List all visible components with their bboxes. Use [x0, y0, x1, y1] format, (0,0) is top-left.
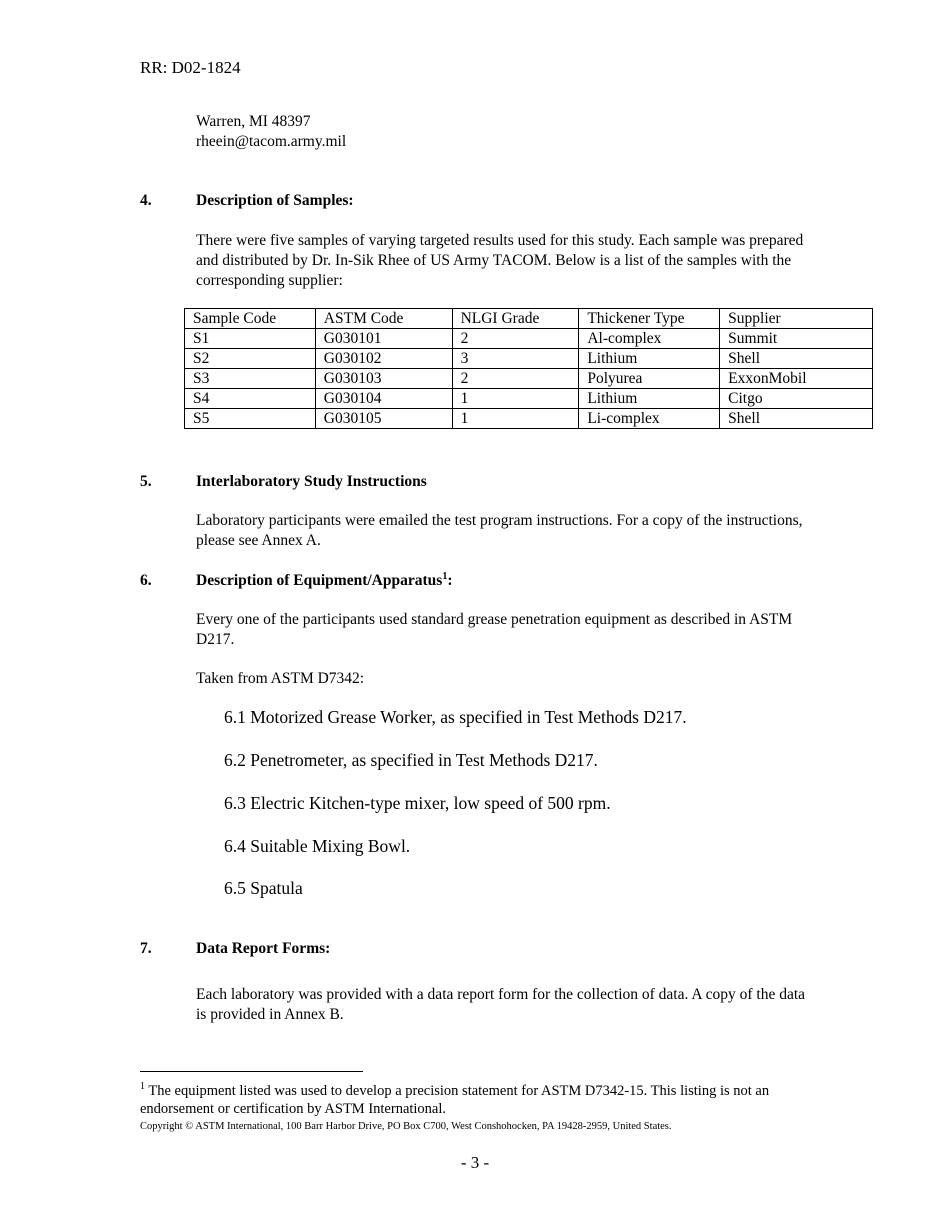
table-cell: ExxonMobil: [720, 369, 873, 389]
table-cell: G030103: [315, 369, 452, 389]
samples-table: [184, 308, 873, 429]
section-6-source: Taken from ASTM D7342:: [196, 670, 365, 687]
footnote-mark: 1: [140, 1081, 145, 1093]
table-row: [185, 409, 873, 429]
table-cell: G030101: [315, 329, 452, 349]
table-cell: 1: [452, 409, 579, 429]
table-cell: 3: [452, 349, 579, 369]
section-7-number: 7.: [140, 940, 152, 957]
section-4-text: There were five samples of varying targeted results used for this study. Each sample was prepared and distributed by Dr. In-Sik Rhee of US Army TACOM. Below is a list of the samples with the corresponding supplier:: [196, 232, 804, 289]
address-email: rheein@tacom.army.mil: [196, 133, 347, 150]
table-cell: G030105: [315, 409, 452, 429]
table-cell: G030102: [315, 349, 452, 369]
footnote-reference: 1: [442, 570, 448, 582]
section-5-text: Laboratory participants were emailed the test program instructions. For a copy of the instructions, please see Annex A.: [196, 512, 803, 549]
table-cell: Shell: [720, 349, 873, 369]
table-cell: S3: [185, 369, 316, 389]
table-cell: Polyurea: [579, 369, 720, 389]
section-7-title: Data Report Forms:: [196, 940, 331, 957]
table-cell: Summit: [720, 329, 873, 349]
section-6-title: [196, 571, 452, 591]
table-cell: Shell: [720, 409, 873, 429]
address-block: [196, 112, 346, 152]
section-4-paragraph: [196, 231, 816, 291]
section-4-number: 4.: [140, 192, 152, 209]
table-row: [185, 389, 873, 409]
section-6-title-colon: :: [447, 572, 453, 589]
section-6-text: Every one of the participants used standard grease penetration equipment as described in ASTM D217.: [196, 611, 793, 648]
table-cell: S5: [185, 409, 316, 429]
section-6-paragraph: [196, 610, 816, 650]
section-6-number: 6.: [140, 572, 152, 589]
equipment-item: 6.3 Electric Kitchen-type mixer, low speed of 500 rpm.: [224, 793, 611, 813]
table-cell: S4: [185, 389, 316, 409]
table-row: [185, 369, 873, 389]
table-header-row: [185, 309, 873, 329]
equipment-item: 6.1 Motorized Grease Worker, as specified in Test Methods D217.: [224, 707, 687, 727]
footnote-text: The equipment listed was used to develop a precision statement for ASTM D7342-15. This listing is not an endorsement or certification by ASTM International.: [140, 1083, 770, 1117]
page-number: - 3 -: [460, 1153, 490, 1172]
section-5-paragraph: [196, 511, 816, 551]
footnote: [140, 1082, 820, 1118]
table-cell: 2: [452, 369, 579, 389]
address-city: Warren, MI 48397: [196, 113, 311, 130]
section-7-text: Each laboratory was provided with a data report form for the collection of data. A copy of the data is provided in Annex B.: [196, 986, 806, 1023]
table-header-cell: Supplier: [720, 309, 873, 329]
table-cell: Li-complex: [579, 409, 720, 429]
equipment-item: 6.4 Suitable Mixing Bowl.: [224, 836, 411, 856]
equipment-item: 6.2 Penetrometer, as specified in Test Methods D217.: [224, 750, 598, 770]
table-cell: 2: [452, 329, 579, 349]
section-7-paragraph: [196, 985, 816, 1025]
table-cell: S1: [185, 329, 316, 349]
table-header-cell: Sample Code: [185, 309, 316, 329]
table-row: [185, 349, 873, 369]
table-cell: Citgo: [720, 389, 873, 409]
table-header-cell: ASTM Code: [315, 309, 452, 329]
footnote-divider: [140, 1071, 363, 1072]
equipment-item: 6.5 Spatula: [224, 878, 303, 898]
table-header-cell: Thickener Type: [579, 309, 720, 329]
section-4-title: Description of Samples:: [196, 192, 354, 209]
copyright-notice: Copyright © ASTM International, 100 Barr Harbor Drive, PO Box C700, West Conshohocken, PA 19428-2959, United States.: [140, 1121, 672, 1132]
table-row: [185, 329, 873, 349]
table-cell: S2: [185, 349, 316, 369]
table-cell: 1: [452, 389, 579, 409]
table-cell: Lithium: [579, 349, 720, 369]
table-cell: Al-complex: [579, 329, 720, 349]
table-cell: Lithium: [579, 389, 720, 409]
section-5-title: Interlaboratory Study Instructions: [196, 473, 427, 490]
table-cell: G030104: [315, 389, 452, 409]
section-6-title-text: Description of Equipment/Apparatus: [196, 572, 443, 589]
section-5-number: 5.: [140, 473, 152, 490]
running-header: RR: D02-1824: [140, 58, 241, 77]
table-header-cell: NLGI Grade: [452, 309, 579, 329]
